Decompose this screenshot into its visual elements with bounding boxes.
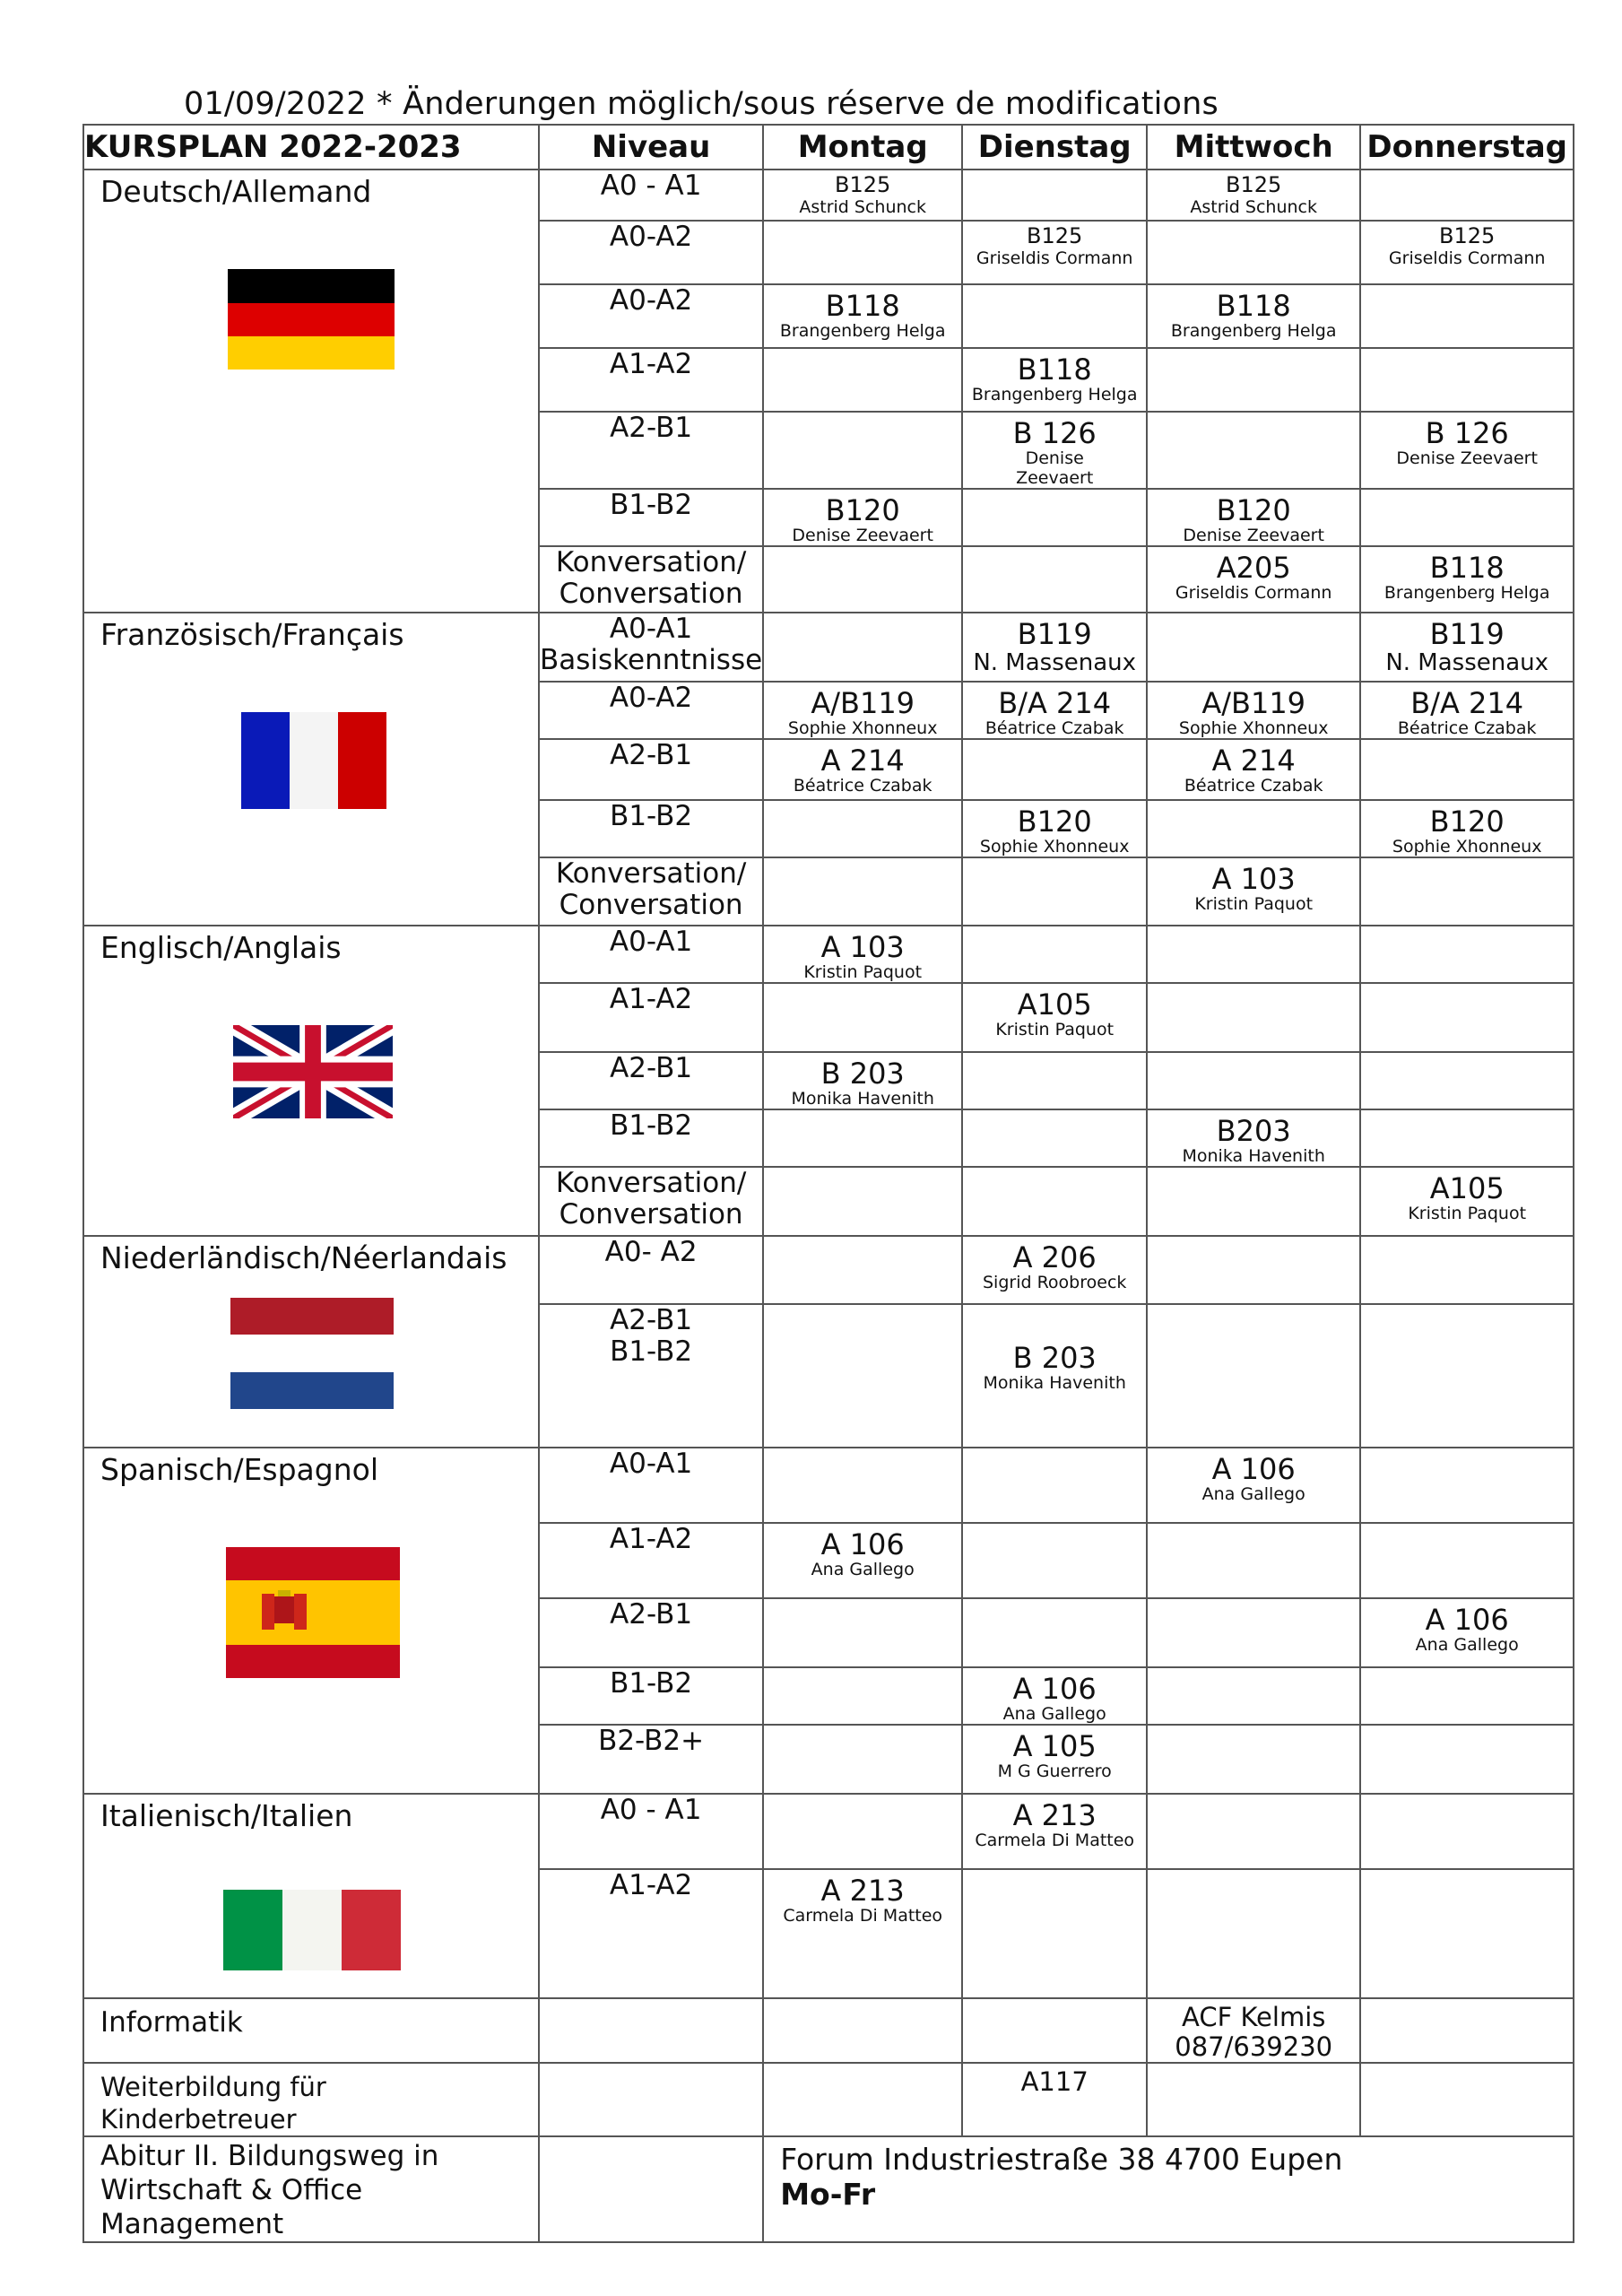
course-cell: [962, 1052, 1147, 1109]
course-cell: [962, 412, 1147, 489]
teacher: Griseldis Cormann: [976, 248, 1133, 268]
level-cell: B1-B2: [539, 1667, 763, 1725]
teacher: Sophie Xhonneux: [787, 718, 938, 738]
lang-name: Kinderbetreuer: [100, 2104, 297, 2135]
course-cell: [962, 682, 1147, 739]
room: A 106: [1211, 1452, 1296, 1486]
course-cell: [1147, 348, 1360, 412]
lang-french: [83, 613, 539, 926]
lang-weiterbildung: [83, 2063, 539, 2136]
lang-dutch: [83, 1236, 539, 1448]
lang-name: Spanisch/Espagnol: [100, 1452, 379, 1487]
uk-flag-icon: [233, 1025, 393, 1118]
course-cell: [962, 1598, 1147, 1667]
room: B125: [1439, 223, 1496, 248]
course-cell: [1360, 739, 1574, 800]
room: B 126: [1425, 416, 1509, 450]
level-cell: B2-B2+: [539, 1725, 763, 1794]
room: A 103: [1211, 862, 1296, 896]
teacher: Monika Havenith: [1182, 1146, 1325, 1166]
course-cell: [763, 983, 962, 1052]
course-cell: [763, 1167, 962, 1236]
course-cell: [1360, 1109, 1574, 1167]
course-cell: [1147, 1794, 1360, 1869]
course-cell: [763, 1236, 962, 1304]
table-row: [83, 926, 1574, 983]
course-cell: [763, 546, 962, 613]
room: A105: [1429, 1171, 1505, 1205]
course-cell: [962, 613, 1147, 682]
course-cell: [1360, 1448, 1574, 1523]
revision-note: 01/09/2022 * Änderungen möglich/sous réserve de modifications: [184, 86, 1219, 122]
level-cell: [539, 2063, 763, 2136]
teacher: Monika Havenith: [983, 1373, 1126, 1393]
level-line: Basiskenntnisse: [540, 644, 763, 676]
room: B118: [825, 289, 900, 323]
lang-italian: [83, 1794, 539, 1998]
header-row: [83, 125, 1574, 170]
level-line: A0-A1: [609, 613, 693, 645]
level-cell: A2-B1: [539, 1598, 763, 1667]
course-cell: [1360, 1052, 1574, 1109]
course-cell: [1360, 1794, 1574, 1869]
course-cell: [962, 1236, 1147, 1304]
teacher: Kristin Paquot: [1408, 1204, 1527, 1223]
course-cell: [763, 1523, 962, 1598]
course-cell: [1360, 221, 1574, 284]
level-line: Konversation/: [555, 1167, 747, 1199]
level-line: B1-B2: [610, 1335, 693, 1368]
course-cell: [1360, 170, 1574, 221]
course-cell: [763, 221, 962, 284]
lang-german: [83, 170, 539, 613]
room: A 206: [1012, 1240, 1097, 1274]
room: B125: [1226, 172, 1282, 197]
course-cell: [962, 489, 1147, 546]
course-cell: [1360, 1869, 1574, 1998]
course-cell: [962, 983, 1147, 1052]
course-cell: [1360, 1667, 1574, 1725]
plan-title: KURSPLAN 2022-2023: [83, 125, 539, 170]
course-cell: [1147, 1236, 1360, 1304]
course-cell: [1360, 1998, 1574, 2063]
teacher: Ana Gallego: [811, 1560, 915, 1579]
table-row: [83, 1998, 1574, 2063]
course-cell: [763, 800, 962, 857]
teacher: Zeevaert: [1016, 468, 1094, 488]
teacher: Brangenberg Helga: [779, 321, 946, 341]
course-cell: [1147, 1869, 1360, 1998]
days: Mo-Fr: [780, 2177, 876, 2212]
level-line: Conversation: [559, 889, 743, 921]
teacher: Béatrice Czabak: [984, 718, 1124, 738]
dutch-flag-icon: [230, 1298, 394, 1409]
room: A 103: [820, 930, 905, 964]
course-cell: [1147, 284, 1360, 348]
room: B120: [1017, 804, 1092, 839]
course-cell: [1147, 170, 1360, 221]
abitur-location-cell: [763, 2136, 1574, 2242]
level-cell: [539, 857, 763, 926]
teacher: Sophie Xhonneux: [979, 837, 1130, 857]
teacher: Astrid Schunck: [1190, 197, 1317, 217]
course-cell: [962, 1304, 1147, 1448]
course-cell: [763, 348, 962, 412]
room: B120: [825, 493, 900, 527]
room: B/A 214: [998, 686, 1112, 720]
course-cell: [1147, 1523, 1360, 1598]
course-cell: [1147, 1304, 1360, 1448]
lang-name: Wirtschaft & Office: [100, 2174, 363, 2206]
course-cell: [763, 1869, 962, 1998]
course-cell: [1360, 1523, 1574, 1598]
table-row: [83, 1448, 1574, 1523]
room: A/B119: [1201, 686, 1306, 720]
course-cell: [763, 1109, 962, 1167]
table-row: [83, 1794, 1574, 1869]
course-cell: [1147, 739, 1360, 800]
course-cell: [962, 1667, 1147, 1725]
level-cell: A0-A1: [539, 1448, 763, 1523]
level-cell: [539, 1998, 763, 2063]
course-cell: [1147, 1998, 1360, 2063]
course-cell: [763, 1794, 962, 1869]
course-cell: [1360, 1598, 1574, 1667]
level-cell: A0 - A1: [539, 1794, 763, 1869]
course-cell: [1360, 2063, 1574, 2136]
course-cell: [962, 170, 1147, 221]
lang-english: [83, 926, 539, 1236]
course-cell: [1360, 682, 1574, 739]
course-cell: [1147, 1167, 1360, 1236]
course-cell: [763, 1667, 962, 1725]
course-cell: [763, 2063, 962, 2136]
course-cell: [962, 1725, 1147, 1794]
teacher: Carmela Di Matteo: [783, 1906, 943, 1926]
course-cell: [962, 1167, 1147, 1236]
teacher: Sigrid Roobroeck: [982, 1273, 1127, 1292]
course-cell: [962, 348, 1147, 412]
teacher: Kristin Paquot: [1194, 894, 1314, 914]
level-line: Conversation: [559, 1198, 743, 1231]
level-cell: A2-B1: [539, 412, 763, 489]
teacher: Brangenberg Helga: [1383, 583, 1550, 603]
course-cell: [763, 1052, 962, 1109]
teacher: Ana Gallego: [1002, 1704, 1106, 1724]
room: A 106: [1425, 1603, 1509, 1637]
course-cell: [1147, 1667, 1360, 1725]
room: B119: [1429, 617, 1505, 651]
course-cell: [763, 613, 962, 682]
room: B120: [1429, 804, 1505, 839]
level-cell: A0-A2: [539, 682, 763, 739]
course-cell: [763, 412, 962, 489]
col-dienstag: Dienstag: [962, 125, 1147, 170]
table-row: [83, 2136, 1574, 2242]
lang-abitur: [83, 2136, 539, 2242]
course-cell: [763, 1448, 962, 1523]
course-cell: [1147, 489, 1360, 546]
table-row: [83, 613, 1574, 682]
level-cell: A0-A1: [539, 926, 763, 983]
level-line: A2-B1: [610, 1304, 693, 1336]
teacher: N. Massenaux: [973, 649, 1137, 676]
room: A205: [1216, 551, 1291, 585]
teacher: N. Massenaux: [1385, 649, 1549, 676]
teacher: Monika Havenith: [791, 1089, 934, 1109]
col-montag: Montag: [763, 125, 962, 170]
course-cell: [1360, 800, 1574, 857]
level-cell: A1-A2: [539, 1523, 763, 1598]
course-cell: [1147, 1598, 1360, 1667]
teacher: Griseldis Cormann: [1175, 583, 1332, 603]
teacher: Denise: [1025, 448, 1084, 468]
room: A 106: [820, 1527, 905, 1561]
french-flag-icon: [241, 712, 386, 809]
course-cell: [962, 1869, 1147, 1998]
teacher: Brangenberg Helga: [1170, 321, 1337, 341]
lang-name: Englisch/Anglais: [100, 930, 342, 965]
course-cell: [763, 739, 962, 800]
course-cell: [1360, 1236, 1574, 1304]
course-cell: [1147, 1448, 1360, 1523]
course-cell: [1147, 1725, 1360, 1794]
teacher: Béatrice Czabak: [1397, 718, 1537, 738]
level-cell: A0 - A1: [539, 170, 763, 221]
course-cell: [962, 1794, 1147, 1869]
room: B/A 214: [1410, 686, 1524, 720]
level-cell: [539, 1167, 763, 1236]
col-donnerstag: Donnerstag: [1360, 125, 1574, 170]
course-cell: [763, 1725, 962, 1794]
level-cell: B1-B2: [539, 489, 763, 546]
room: B125: [1027, 223, 1083, 248]
course-cell: [1147, 983, 1360, 1052]
level-cell: A0-A2: [539, 221, 763, 284]
course-cell: [962, 546, 1147, 613]
level-cell: A2-B1: [539, 1052, 763, 1109]
course-cell: [962, 1998, 1147, 2063]
course-cell: [763, 1304, 962, 1448]
lang-name: Informatik: [100, 2006, 243, 2039]
level-cell: A1-A2: [539, 983, 763, 1052]
teacher: Ana Gallego: [1415, 1635, 1519, 1655]
course-cell: [1147, 546, 1360, 613]
teacher: Denise Zeevaert: [1396, 448, 1538, 468]
contact-line: ACF Kelmis: [1182, 2002, 1326, 2032]
course-cell: [1360, 926, 1574, 983]
room: B118: [1429, 551, 1505, 585]
course-cell: [962, 1109, 1147, 1167]
teacher: Sophie Xhonneux: [1178, 718, 1329, 738]
level-cell: [539, 613, 763, 682]
teacher: Denise Zeevaert: [1183, 526, 1324, 545]
course-cell: [1147, 857, 1360, 926]
spanish-flag-icon: [226, 1547, 400, 1678]
course-cell: [962, 221, 1147, 284]
course-cell: [1360, 1304, 1574, 1448]
room: B203: [1216, 1114, 1291, 1148]
course-cell: [962, 857, 1147, 926]
course-cell: [962, 926, 1147, 983]
teacher: Brangenberg Helga: [971, 385, 1138, 404]
level-cell: A0-A2: [539, 284, 763, 348]
course-cell: [962, 739, 1147, 800]
teacher: Sophie Xhonneux: [1392, 837, 1542, 857]
course-cell: [763, 170, 962, 221]
room: A 105: [1012, 1729, 1097, 1763]
teacher: Kristin Paquot: [803, 962, 923, 982]
course-cell: [763, 1598, 962, 1667]
room: B118: [1017, 352, 1092, 387]
teacher: Ana Gallego: [1201, 1484, 1305, 1504]
room: A 106: [1012, 1672, 1097, 1706]
room: A 213: [820, 1874, 905, 1908]
course-cell: [1360, 348, 1574, 412]
course-cell: [1147, 926, 1360, 983]
course-cell: [1147, 221, 1360, 284]
col-niveau: Niveau: [539, 125, 763, 170]
level-line: Konversation/: [555, 546, 747, 578]
course-cell: [1147, 682, 1360, 739]
lang-name: Deutsch/Allemand: [100, 174, 372, 209]
room: A 214: [1211, 744, 1296, 778]
room: B125: [835, 172, 891, 197]
course-plan-table: [82, 124, 1574, 2243]
room: B 203: [1012, 1341, 1097, 1375]
room: B119: [1017, 617, 1092, 651]
level-cell: B1-B2: [539, 800, 763, 857]
room: A 214: [820, 744, 905, 778]
room: B118: [1216, 289, 1291, 323]
room: B 203: [820, 1057, 905, 1091]
room: A117: [1020, 2066, 1089, 2097]
lang-name: Management: [100, 2208, 284, 2240]
teacher: M G Guerrero: [997, 1761, 1112, 1781]
course-cell: [962, 284, 1147, 348]
course-cell: [1360, 1725, 1574, 1794]
level-cell: A1-A2: [539, 348, 763, 412]
level-cell: A2-B1: [539, 739, 763, 800]
italian-flag-icon: [223, 1890, 401, 1970]
course-cell: [1360, 613, 1574, 682]
teacher: Béatrice Czabak: [793, 776, 932, 796]
course-cell: [1147, 2063, 1360, 2136]
course-cell: [763, 489, 962, 546]
table-row: [83, 1236, 1574, 1304]
lang-informatik: [83, 1998, 539, 2063]
teacher: Astrid Schunck: [799, 197, 926, 217]
course-cell: [763, 857, 962, 926]
teacher: Griseldis Cormann: [1388, 248, 1546, 268]
course-cell: [1147, 613, 1360, 682]
course-cell: [1360, 284, 1574, 348]
german-flag-icon: [228, 269, 395, 370]
phone-number: 087/639230: [1175, 2031, 1333, 2062]
level-cell: [539, 2136, 763, 2242]
course-cell: [763, 1998, 962, 2063]
course-cell: [1147, 1109, 1360, 1167]
level-cell: [539, 1304, 763, 1448]
level-cell: [539, 546, 763, 613]
room: A/B119: [811, 686, 915, 720]
course-cell: [1360, 546, 1574, 613]
lang-name: Französisch/Français: [100, 617, 404, 652]
course-cell: [1147, 412, 1360, 489]
course-cell: [1147, 800, 1360, 857]
room: A105: [1017, 987, 1092, 1022]
table-row: [83, 170, 1574, 221]
table-row: [83, 2063, 1574, 2136]
course-cell: [1147, 1052, 1360, 1109]
teacher: Kristin Paquot: [995, 1020, 1115, 1039]
course-cell: [1360, 1167, 1574, 1236]
level-line: Conversation: [559, 578, 743, 610]
level-line: Konversation/: [555, 857, 747, 890]
course-cell: [962, 2063, 1147, 2136]
teacher: Denise Zeevaert: [792, 526, 933, 545]
course-cell: [962, 1523, 1147, 1598]
course-cell: [962, 1448, 1147, 1523]
lang-spanish: [83, 1448, 539, 1794]
course-cell: [1360, 857, 1574, 926]
level-cell: B1-B2: [539, 1109, 763, 1167]
location-address: Forum Industriestraße 38 4700 Eupen: [780, 2142, 1343, 2177]
course-cell: [763, 284, 962, 348]
room: B120: [1216, 493, 1291, 527]
level-cell: A1-A2: [539, 1869, 763, 1998]
lang-name: Niederländisch/Néerlandais: [100, 1240, 507, 1275]
course-cell: [962, 800, 1147, 857]
teacher: Carmela Di Matteo: [975, 1831, 1135, 1850]
level-cell: A0- A2: [539, 1236, 763, 1304]
col-mittwoch: Mittwoch: [1147, 125, 1360, 170]
room: A 213: [1012, 1798, 1097, 1832]
lang-name: Weiterbildung für: [100, 2072, 326, 2102]
teacher: Béatrice Czabak: [1184, 776, 1323, 796]
course-cell: [1360, 489, 1574, 546]
course-cell: [763, 682, 962, 739]
room: B 126: [1012, 416, 1097, 450]
course-cell: [1360, 412, 1574, 489]
lang-name: Abitur II. Bildungsweg in: [100, 2140, 439, 2172]
course-cell: [763, 926, 962, 983]
course-cell: [1360, 983, 1574, 1052]
lang-name: Italienisch/Italien: [100, 1798, 353, 1833]
